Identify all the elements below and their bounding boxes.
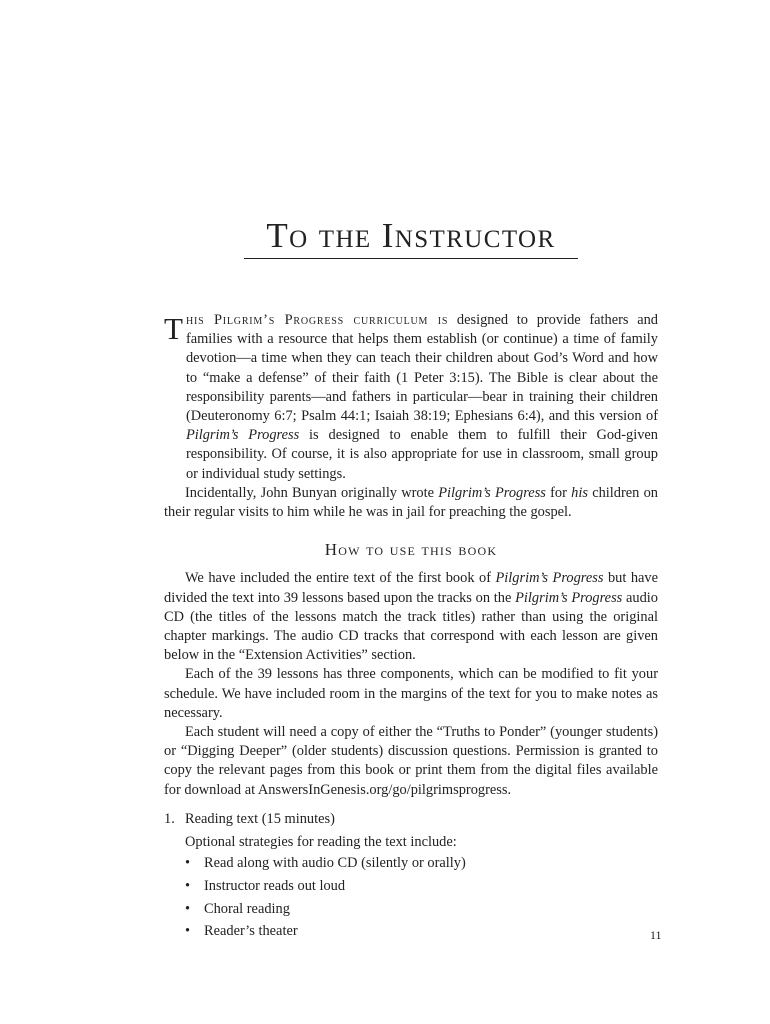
strategies-intro: Optional strategies for reading the text include: [185,834,457,851]
bullet-icon: • [185,855,191,872]
list-item: • Read along with audio CD (silently or orally) [185,854,658,873]
bullet-icon: • [185,923,191,940]
title-underline [244,258,578,259]
section-paragraph-2: Each of the 39 lessons has three components, which can be modified to fit your schedule. We have included room in the margins of the text for you to make notes as necessary. [164,666,658,721]
item-number: 1. [164,810,175,827]
strategy-list [185,854,658,941]
section-heading: How to use this book [324,540,498,560]
intro-paragraph-2: Incidentally, John Bunyan originally wrote Pilgrim’s Progress for his children on their regular visits to him while he was in jail for preaching the gospel. [164,484,658,521]
bullet-icon: • [185,900,191,917]
page-number: 11 [650,928,662,942]
bullet-icon: • [185,877,191,894]
numbered-item [164,810,658,829]
section-paragraph-1: We have included the entire text of the first book of Pilgrim’s Progress but have divided the text into 39 lessons based upon the tracks on the Pilgrim’s Progress audio CD (the titles of the lessons match the track titles) rather than using the original chapter markings. The audio CD tracks that correspond with each lesson are given below in the “Extension Activities” section. [164,570,658,664]
item-label: Reading text (15 minutes) [185,810,335,827]
page-title: To the Instructor [266,216,556,255]
intro-paragraph: T his Pilgrim’s Progress curriculum is designed to provide fathers and families with a resource that helps them establish (or continue) a time of family devotion—a time when they can teach their children about God’s Word and how to “make a defense” of their faith (1 Peter 3:15). The Bible is clear about the responsibility parents—and fathers in particular—bear in training their children (Deuteronomy 6:7; Psalm 44:1; Isaiah 38:19; Ephesians 6:4), and this version of Pilgrim’s Progress is designed to enable them to fulfill their God-given responsibility. Of course, it is also appropriate for use in classroom, small group or individual study settings. [164,311,659,482]
drop-cap: T [164,311,183,346]
list-item: • Instructor reads out loud [185,877,658,896]
list-item: • Choral reading [185,900,658,919]
body-text [164,311,658,945]
section-paragraph-3: Each student will need a copy of either the “Truths to Ponder” (younger students) or “Digging Deeper” (older students) discussion questions. Permission is granted to copy the relevant pages from this book or print them from the digital files available for download at AnswersInGenesis.org/go/pilgrimsprogress. [164,724,658,798]
list-item: • Reader’s theater [185,922,658,941]
intro-smallcaps: his Pilgrim’s Progress curriculum is [185,312,449,328]
title-block [244,216,578,259]
